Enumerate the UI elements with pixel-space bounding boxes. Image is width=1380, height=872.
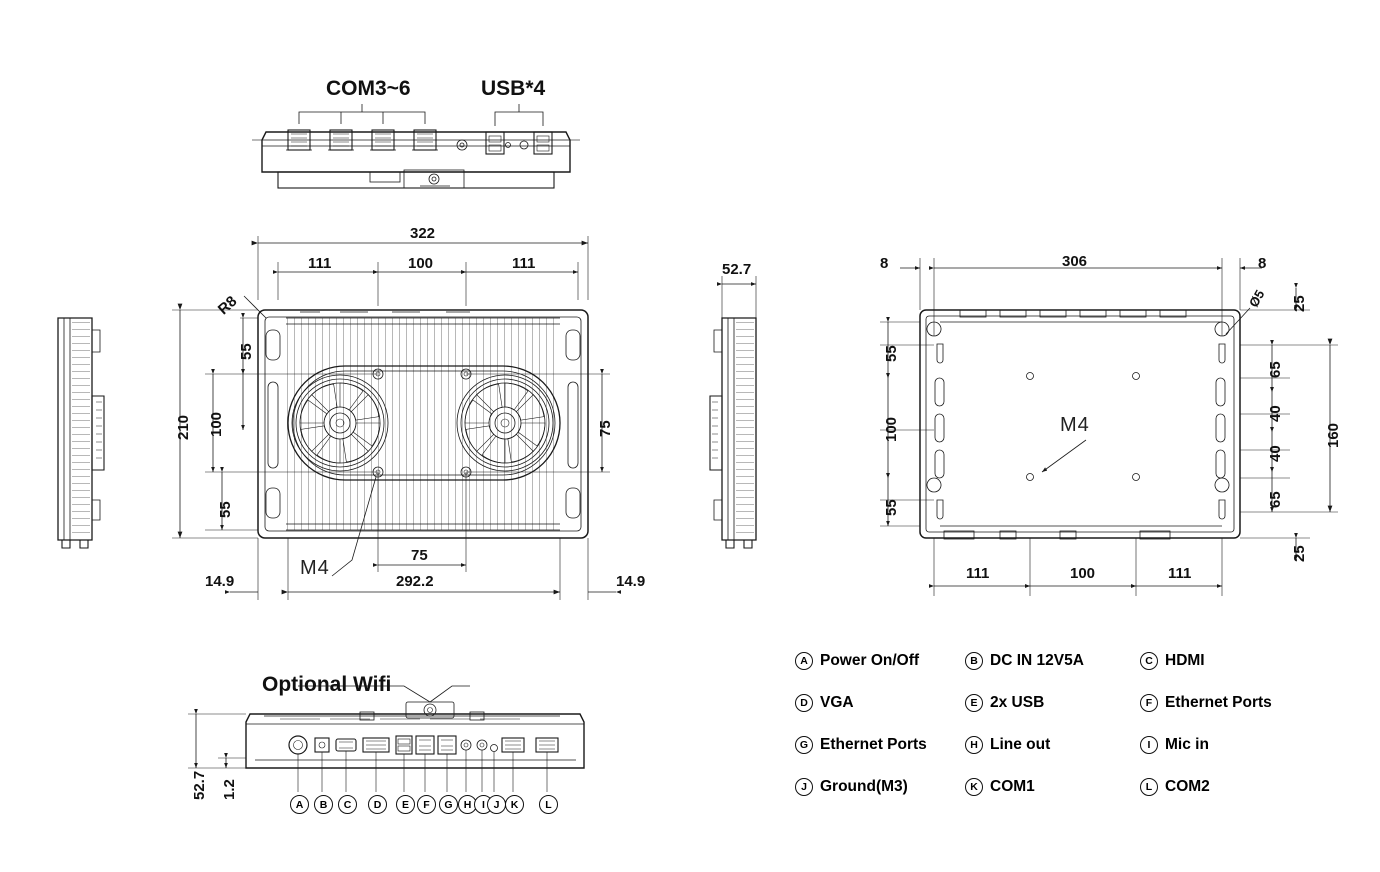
legend-item-e — [965, 694, 1140, 712]
dim-rear-v40-a: 40 — [1267, 405, 1284, 422]
io-callout-b: B — [314, 795, 333, 814]
label-usb-ports: USB*4 — [481, 77, 546, 100]
dim-rear-edge-left: 8 — [880, 255, 889, 272]
label-com-ports: COM3~6 — [326, 77, 411, 100]
legend-key-h-icon: H — [965, 736, 983, 754]
io-callout-i: I — [474, 795, 493, 814]
legend-label-h: Line out — [990, 736, 1051, 753]
legend-key-a-icon: A — [795, 652, 813, 670]
legend-label-a: Power On/Off — [820, 652, 920, 669]
legend-label-j: Ground(M3) — [820, 778, 908, 795]
dim-side-depth: 52.7 — [722, 261, 752, 278]
dim-front-w75-bottom: 75 — [411, 547, 428, 564]
legend-item-b — [965, 652, 1140, 670]
dim-rear-v65-top: 65 — [1267, 361, 1284, 378]
io-callout-d: D — [368, 795, 387, 814]
dim-rear-bottom-100: 100 — [1070, 565, 1096, 582]
dim-front-seg-left: 111 — [308, 255, 332, 272]
io-callout-l: L — [539, 795, 558, 814]
bottom-io-view-geometry — [188, 686, 584, 792]
legend-key-k-icon: K — [965, 778, 983, 796]
legend-item-c — [1140, 652, 1340, 670]
dim-rear-overall-height: 160 — [1325, 422, 1342, 448]
legend-key-g-icon: G — [795, 736, 813, 754]
legend-item-f — [1140, 694, 1340, 712]
rear-view-geometry — [880, 255, 1338, 596]
dim-bottom-1-2: 1.2 — [221, 779, 238, 800]
io-callout-k: K — [505, 795, 524, 814]
dim-front-h55-bottom: 55 — [217, 501, 234, 518]
left-side-view-geometry — [58, 318, 104, 548]
top-view-geometry — [252, 104, 580, 188]
legend-label-i: Mic in — [1165, 736, 1209, 753]
dim-front-overall-width: 322 — [410, 225, 436, 242]
legend-item-h — [965, 736, 1140, 754]
dim-rear-bottom-25: 25 — [1291, 545, 1308, 562]
legend-label-k: COM1 — [990, 778, 1035, 795]
io-callout-g: G — [439, 795, 458, 814]
dim-front-edge-right: 14.9 — [616, 573, 646, 590]
dim-rear-bottom-111-left: 111 — [966, 565, 990, 582]
dim-front-edge-left: 14.9 — [205, 573, 235, 590]
legend-item-i — [1140, 736, 1340, 754]
io-callout-a: A — [290, 795, 309, 814]
dim-front-seg-right: 111 — [512, 255, 536, 272]
dim-rear-left-100: 100 — [883, 416, 900, 442]
io-callout-f: F — [417, 795, 436, 814]
legend-item-a — [795, 652, 965, 670]
dim-rear-v40-b: 40 — [1267, 445, 1284, 462]
dim-rear-edge-right: 8 — [1258, 255, 1267, 272]
legend-key-i-icon: I — [1140, 736, 1158, 754]
legend-label-f: Ethernet Ports — [1165, 694, 1272, 711]
dim-rear-left-55-top: 55 — [883, 345, 900, 362]
legend-label-d: VGA — [820, 694, 854, 711]
dim-rear-mid-width: 306 — [1062, 253, 1088, 270]
dim-front-overall-height: 210 — [175, 414, 192, 440]
io-callout-j: J — [487, 795, 506, 814]
dim-front-seg-mid: 100 — [408, 255, 434, 272]
label-radius-r8: R8 — [214, 292, 241, 319]
legend-key-e-icon: E — [965, 694, 983, 712]
front-view-geometry — [172, 236, 616, 600]
rear-side-view-geometry — [710, 276, 756, 548]
legend-item-j — [795, 778, 965, 796]
legend-label-c: HDMI — [1165, 652, 1205, 669]
legend-key-c-icon: C — [1140, 652, 1158, 670]
dim-rear-top-25: 25 — [1291, 295, 1308, 312]
legend-label-g: Ethernet Ports — [820, 736, 927, 753]
dim-rear-left-55-bottom: 55 — [883, 499, 900, 516]
io-legend — [795, 640, 1355, 808]
legend-key-j-icon: J — [795, 778, 813, 796]
dim-bottom-52-7: 52.7 — [191, 770, 208, 800]
dim-rear-v65-bottom: 65 — [1267, 491, 1284, 508]
label-m4-front: M4 — [300, 557, 330, 579]
label-optional-wifi: Optional Wifi — [262, 673, 392, 696]
legend-key-b-icon: B — [965, 652, 983, 670]
legend-label-e: 2x USB — [990, 694, 1045, 711]
io-callout-h: H — [458, 795, 477, 814]
legend-label-l: COM2 — [1165, 778, 1210, 795]
dim-rear-bottom-111-right: 111 — [1168, 565, 1192, 582]
legend-key-l-icon: L — [1140, 778, 1158, 796]
legend-key-f-icon: F — [1140, 694, 1158, 712]
legend-key-d-icon: D — [795, 694, 813, 712]
legend-item-g — [795, 736, 965, 754]
dim-front-h55-top: 55 — [238, 343, 255, 360]
label-hole-diameter: Ø5 — [1245, 287, 1268, 310]
dim-front-h75-right: 75 — [597, 420, 614, 437]
legend-label-b: DC IN 12V5A — [990, 652, 1084, 669]
io-callout-e: E — [396, 795, 415, 814]
dim-front-h100: 100 — [208, 411, 225, 437]
legend-item-k — [965, 778, 1140, 796]
legend-item-l — [1140, 778, 1340, 796]
label-m4-rear: M4 — [1060, 414, 1090, 436]
dim-front-inner-width: 292.2 — [396, 573, 434, 590]
legend-item-d — [795, 694, 965, 712]
io-callout-c: C — [338, 795, 357, 814]
